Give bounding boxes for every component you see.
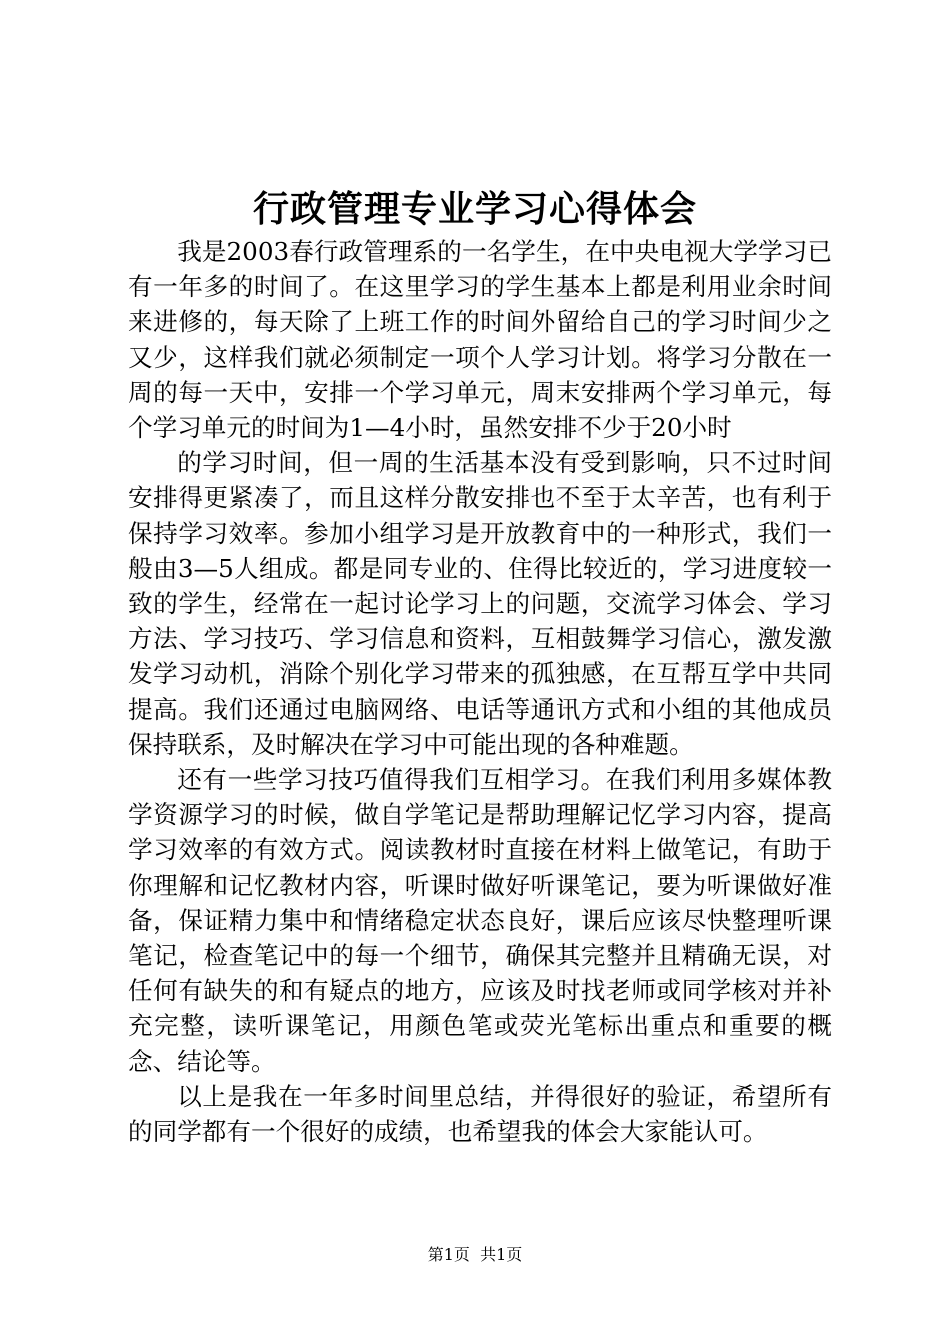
paragraph-4: 以上是我在一年多时间里总结，并得很好的验证，希望所有的同学都有一个很好的成绩，也希望我的体会大家能认可。: [128, 1081, 832, 1147]
document-body: [128, 234, 832, 1149]
document-title: 行政管理专业学习心得体会: [252, 188, 697, 230]
paragraph-2: 的学习时间，但一周的生活基本没有受到影响，只不过时间安排得更紧凑了，而且这样分散安排也不至于太辛苦，也有利于保持学习效率。参加小组学习是开放教育中的一种形式，我们一般由3—5人组成。都是同专业的、住得比较近的，学习进度较一致的学生，经常在一起讨论学习上的问题，交流学习体会、学习方法、学习技巧、学习信息和资料，互相鼓舞学习信心，激发激发学习动机，消除个别化学习带来的孤独感，在互帮互学中共同提高。我们还通过电脑网络、电话等通讯方式和小组的其他成员保持联系，及时解决在学习中可能出现的各种难题。: [128, 448, 832, 759]
page-footer: [0, 1243, 950, 1267]
paragraph-1: 我是2003春行政管理系的一名学生，在中央电视大学学习已有一年多的时间了。在这里学习的学生基本上都是利用业余时间来进修的，每天除了上班工作的时间外留给自己的学习时间少之又少，这样我们就必须制定一项个人学习计划。将学习分散在一周的每一天中，安排一个学习单元，周末安排两个学习单元，每个学习单元的时间为1—4小时，虽然安排不少于20小时: [128, 237, 832, 443]
page-number-label: 第1页 共1页: [427, 1245, 523, 1264]
paragraph-3: 还有一些学习技巧值得我们互相学习。在我们利用多媒体教学资源学习的时候，做自学笔记是帮助理解记忆学习内容，提高学习效率的有效方式。阅读教材时直接在材料上做笔记，有助于你理解和记忆教材内容，听课时做好听课笔记，要为听课做好准备，保证精力集中和情绪稳定状态良好，课后应该尽快整理听课笔记，检查笔记中的每一个细节，确保其完整并且精确无误，对任何有缺失的和有疑点的地方，应该及时找老师或同学核对并补充完整，读听课笔记，用颜色笔或荧光笔标出重点和重要的概念、结论等。: [128, 765, 832, 1076]
